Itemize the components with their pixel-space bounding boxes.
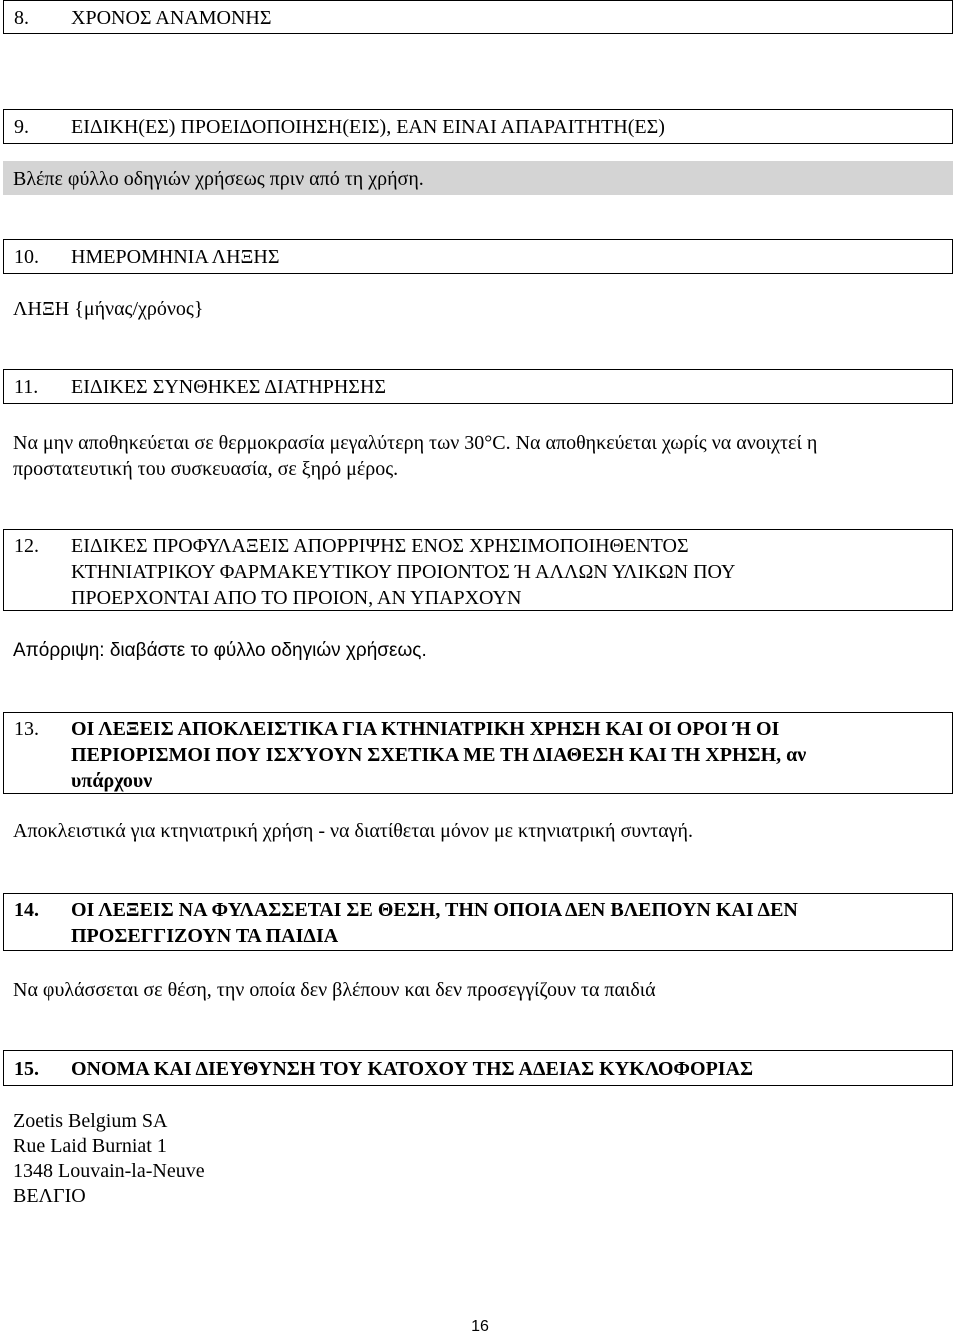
section-number: 15. [14, 1058, 39, 1080]
section-number: 8. [14, 7, 29, 29]
section-number: 9. [14, 116, 29, 138]
section-9-body: Βλέπε φύλλο οδηγιών χρήσεως πριν από τη χρήση. [13, 168, 424, 190]
section-heading-line: υπάρχουν [71, 770, 153, 792]
section-heading-line: ΟΙ ΛΕΞΕΙΣ ΝΑ ΦΥΛΑΣΣΕΤΑΙ ΣΕ ΘΕΣΗ, ΤΗΝ ΟΠΟΙΑ ΔΕΝ ΒΛΕΠΟΥΝ ΚΑΙ ΔΕΝ [71, 899, 798, 921]
section-10-body: ΛΗΞΗ {μήνας/χρόνος} [13, 298, 204, 320]
page-number: 16 [471, 1318, 489, 1335]
section-8-header [3, 0, 953, 34]
section-heading-line: ΠΕΡΙΟΡΙΣΜΟΙ ΠΟΥ ΙΣΧΎΟΥΝ ΣΧΕΤΙΚΑ ΜΕ ΤΗ ΔΙΑΘΕΣΗ ΚΑΙ ΤΗ ΧΡΗΣΗ, αν [71, 744, 807, 766]
section-number: 13. [14, 718, 39, 740]
section-13-header [3, 712, 953, 794]
section-heading: ΧΡΟΝΟΣ ΑΝΑΜΟΝΗΣ [71, 7, 272, 29]
section-12-header [3, 529, 953, 611]
section-heading: ΕΙΔΙΚΕΣ ΣΥΝΘΗΚΕΣ ΔΙΑΤΗΡΗΣΗΣ [71, 376, 387, 398]
section-heading-line: ΠΡΟΣΕΓΓΙΖΟΥΝ ΤΑ ΠΑΙΔΙΑ [71, 925, 339, 947]
address-line: Zoetis Belgium SA [13, 1110, 168, 1132]
section-number: 12. [14, 535, 39, 557]
section-heading: ΟΝΟΜΑ ΚΑΙ ΔΙΕΥΘΥΝΣΗ ΤΟΥ ΚΑΤΟΧΟΥ ΤΗΣ ΑΔΕΙΑΣ ΚΥΚΛΟΦΟΡΙΑΣ [71, 1058, 754, 1080]
section-heading-line: ΠΡΟΕΡΧΟΝΤΑΙ ΑΠΟ ΤΟ ΠΡΟΙΟΝ, ΑΝ ΥΠΑΡΧΟΥΝ [71, 587, 522, 609]
section-9-header [3, 109, 953, 144]
section-number: 10. [14, 246, 39, 268]
section-11-header [3, 369, 953, 404]
section-13-body: Αποκλειστικά για κτηνιατρική χρήση - να διατίθεται μόνον με κτηνιατρική συνταγή. [13, 820, 693, 842]
section-heading-line: ΕΙΔΙΚΕΣ ΠΡΟΦΥΛΑΞΕΙΣ ΑΠΟΡΡΙΨΗΣ ΕΝΟΣ ΧΡΗΣΙΜΟΠΟΙΗΘΕΝΤΟΣ [71, 535, 689, 557]
section-15-header [3, 1050, 953, 1086]
section-heading: ΗΜΕΡΟΜΗΝΙΑ ΛΗΞΗΣ [71, 246, 280, 268]
section-14-body: Να φυλάσσεται σε θέση, την οποία δεν βλέπουν και δεν προσεγγίζουν τα παιδιά [13, 979, 656, 1001]
section-number: 11. [14, 376, 39, 398]
section-heading-line: ΚΤΗΝΙΑΤΡΙΚΟΥ ΦΑΡΜΑΚΕΥΤΙΚΟΥ ΠΡΟΙΟΝΤΟΣ Ή ΑΛΛΩΝ ΥΛΙΚΩΝ ΠΟΥ [71, 561, 736, 583]
section-heading: ΕΙΔΙΚΗ(ΕΣ) ΠΡΟΕΙΔΟΠΟΙΗΣΗ(ΕΙΣ), ΕΑΝ ΕΙΝΑΙ ΑΠΑΡΑΙΤΗΤΗ(ΕΣ) [71, 116, 665, 138]
section-11-body-line2: προστατευτική του συσκευασία, σε ξηρό μέρος. [13, 458, 399, 480]
section-11-body-line1: Να μην αποθηκεύεται σε θερμοκρασία μεγαλύτερη των 30°C. Να αποθηκεύεται χωρίς να ανοιχτεί η [13, 432, 818, 454]
section-12-body: Απόρριψη: διαβάστε το φύλλο οδηγιών χρήσεως. [13, 640, 427, 661]
section-14-header [3, 893, 953, 951]
section-number: 14. [14, 899, 39, 921]
address-line: Rue Laid Burniat 1 [13, 1135, 167, 1157]
address-line: ΒΕΛΓΙΟ [13, 1185, 86, 1207]
address-line: 1348 Louvain-la-Neuve [13, 1160, 205, 1182]
section-10-header [3, 239, 953, 274]
section-heading-line: ΟΙ ΛΕΞΕΙΣ ΑΠΟΚΛΕΙΣΤΙΚΑ ΓΙΑ ΚΤΗΝΙΑΤΡΙΚΗ ΧΡΗΣΗ ΚΑΙ ΟΙ ΟΡΟΙ Ή ΟΙ [71, 718, 780, 740]
